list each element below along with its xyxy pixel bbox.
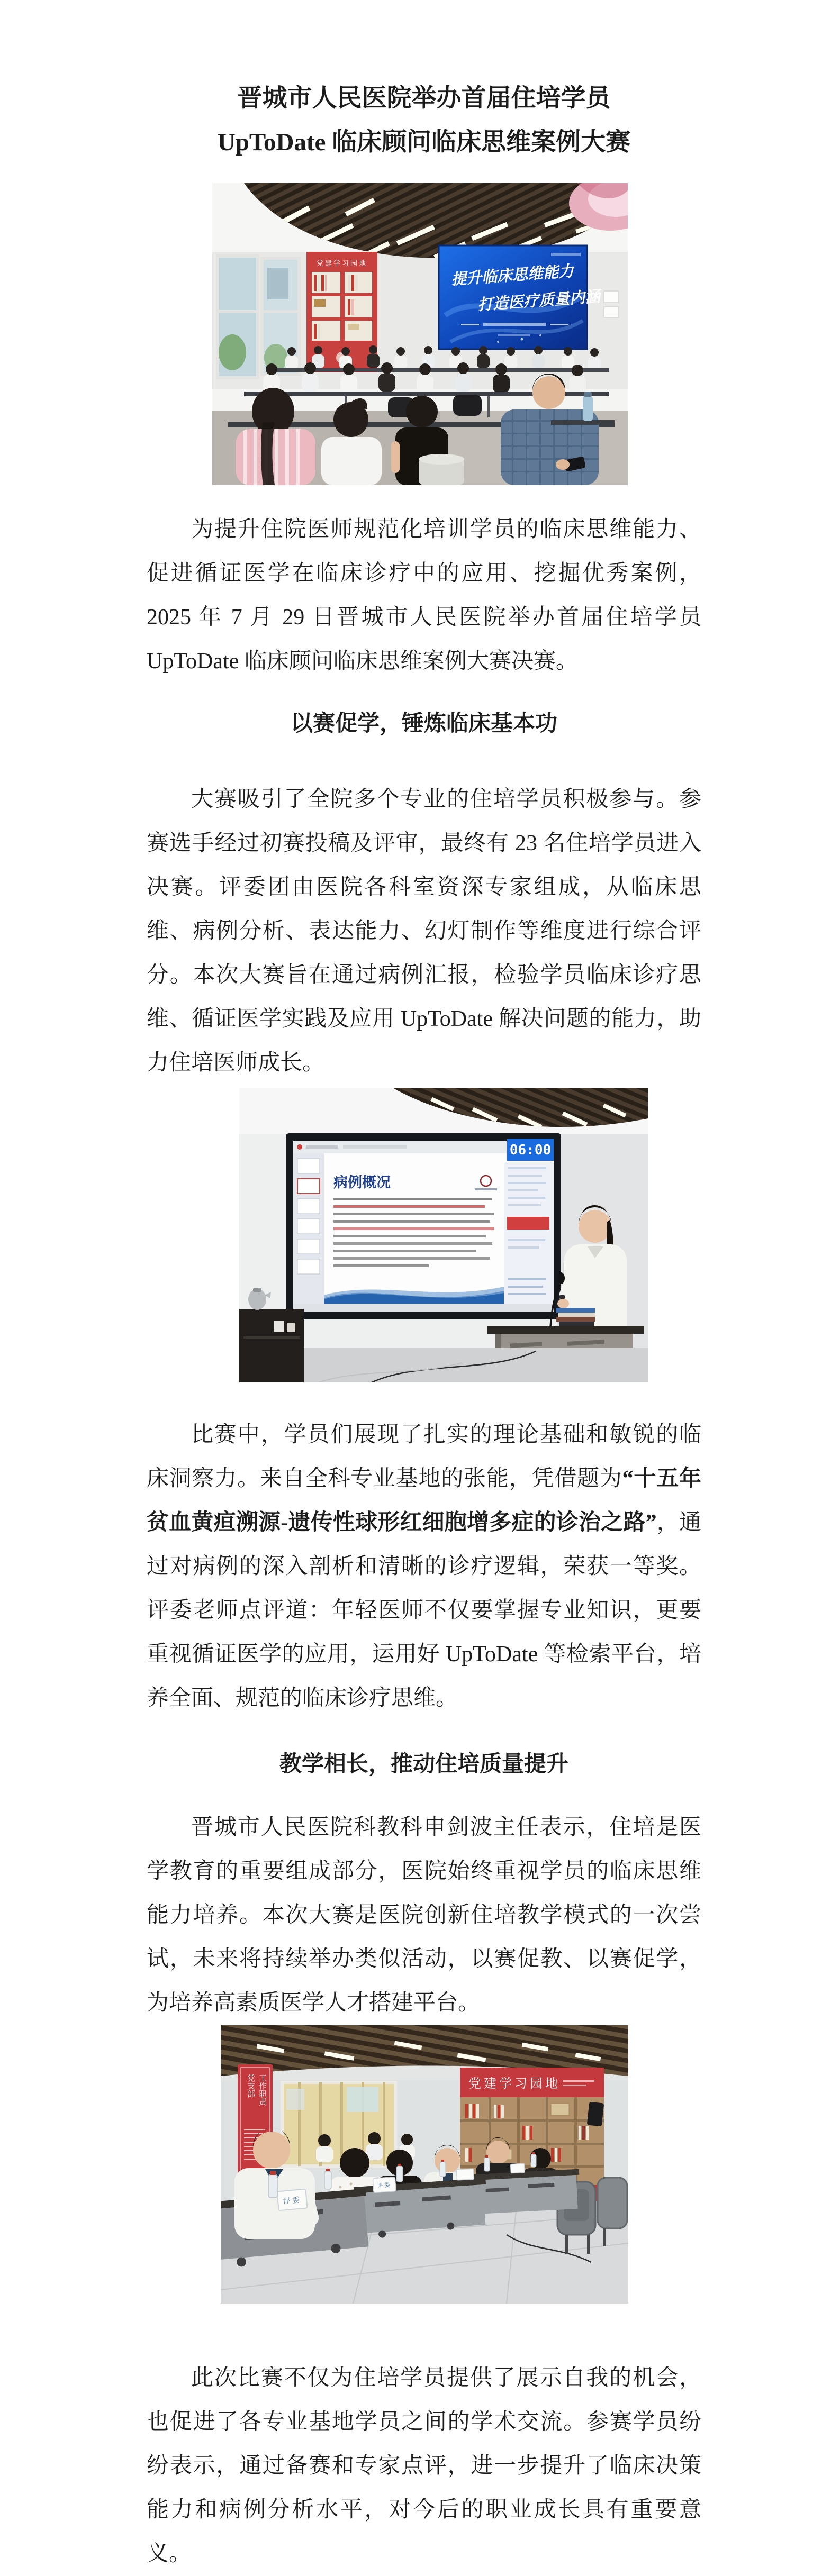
- white-stool: [419, 454, 464, 485]
- photo-presentation-svg: [239, 1088, 648, 1382]
- paragraph-results: [147, 1413, 701, 1721]
- paragraph-director: 晋城市人民医院科教科申剑波主任表示，住培是医学教育的重要组成部分，医院始终重视学员的临床思维能力培养。本次大赛是医院创新住培教学模式的一次尝试，未来将持续举办类似活动，以赛促教、以赛促学，为培养高素质医学人才搭建平台。: [147, 1815, 701, 2015]
- podium-books: [556, 1308, 595, 1326]
- wall-switch-panel: [604, 291, 619, 303]
- paragraph-competition: 大赛吸引了全院多个专业的住培学员积极参与。参赛选手经过初赛投稿及评审，最终有 23 名住培学员进入决赛。评委团由医院各科室资深专家组成，从临床思维、病例分析、表达能力、幻灯制作等维度进行综合评分。本次大赛旨在通过病例汇报，检验学员临床诊疗思维、循证医学实践及应用 UpToDate 解决问题的能力，助力住培医师成长。: [147, 787, 701, 1075]
- nameplate-text: 评委: [282, 2196, 302, 2206]
- section2-heading: 教学相长，推动住培质量提升: [279, 1752, 568, 1777]
- photo-judges-panel: [221, 2025, 701, 2304]
- sign-line1: 党支部: [246, 2074, 255, 2098]
- slide-title: 病例概况: [333, 1175, 391, 1190]
- paragraph-closing: 此次比赛不仅为住培学员提供了展示自我的机会，也促进了各专业基地学员之间的学术交流。参赛学员纷纷表示，通过备赛和专家点评，进一步提升了临床决策能力和病例分析水平，对今后的职业成长具有重要意义。: [147, 2366, 701, 2566]
- section1-heading: 以赛促学，锤炼临床基本功: [290, 712, 557, 736]
- app-side-panel: [504, 1162, 554, 1312]
- timer-text: 06:00: [509, 1142, 552, 1158]
- p3-text-before: 比赛中，学员们展现了扎实的理论基础和敏锐的临床洞察力。来自全科专业基地的张能，凭借题为: [147, 1423, 701, 1491]
- office-chair: [453, 395, 482, 416]
- screen-slogan-line1: 提升临床思维能力: [450, 262, 574, 288]
- doc-title-line2: UpToDate 临床顾问临床思维案例大赛: [217, 129, 631, 156]
- nameplate-text-2: 评委: [376, 2182, 392, 2190]
- thermos-bottle: [583, 392, 593, 421]
- desk-row-far: [276, 368, 609, 372]
- sign-line2: 工作职责: [258, 2074, 266, 2106]
- screen-slogan-line2: 打造医疗质量内涵: [477, 288, 601, 314]
- shelf-label-text: 党建学习园地: [316, 259, 368, 267]
- wall-speaker: [587, 2102, 604, 2127]
- photo-classroom-audience: [212, 183, 701, 485]
- doc-title-line1: 晋城市人民医院举办首届住培学员: [237, 85, 611, 112]
- led-screen: [439, 245, 603, 349]
- photo-classroom-svg: [212, 183, 628, 485]
- paragraph-intro: 为提升住院医师规范化培训学员的临床思维能力、促进循证医学在临床诊疗中的应用、挖掘优秀案例，2025 年 7 月 29 日晋城市人民医院举办首届住培学员 UpToDate 临床顾问临床思维案例大赛决赛。: [147, 517, 701, 673]
- presentation-screen: [286, 1133, 561, 1319]
- red-bookshelf: [306, 252, 377, 372]
- banner-text: 党建学习园地: [468, 2077, 561, 2091]
- p3-text-after: ，通过对病例的深入剖析和清晰的诊疗逻辑，荣获一等奖。评委老师点评道：年轻医师不仅要掌握专业知识，更要重视循证医学的应用，运用好 UpToDate 等检索平台，培养全面、规范的临床诊疗思维。: [147, 1510, 701, 1710]
- photo-presentation: [239, 1088, 701, 1382]
- p3-case-title-bold: “十五年贫血黄疸溯源-遗传性球形红细胞增多症的诊治之路”: [147, 1467, 701, 1535]
- photo-judges-svg: [221, 2025, 628, 2304]
